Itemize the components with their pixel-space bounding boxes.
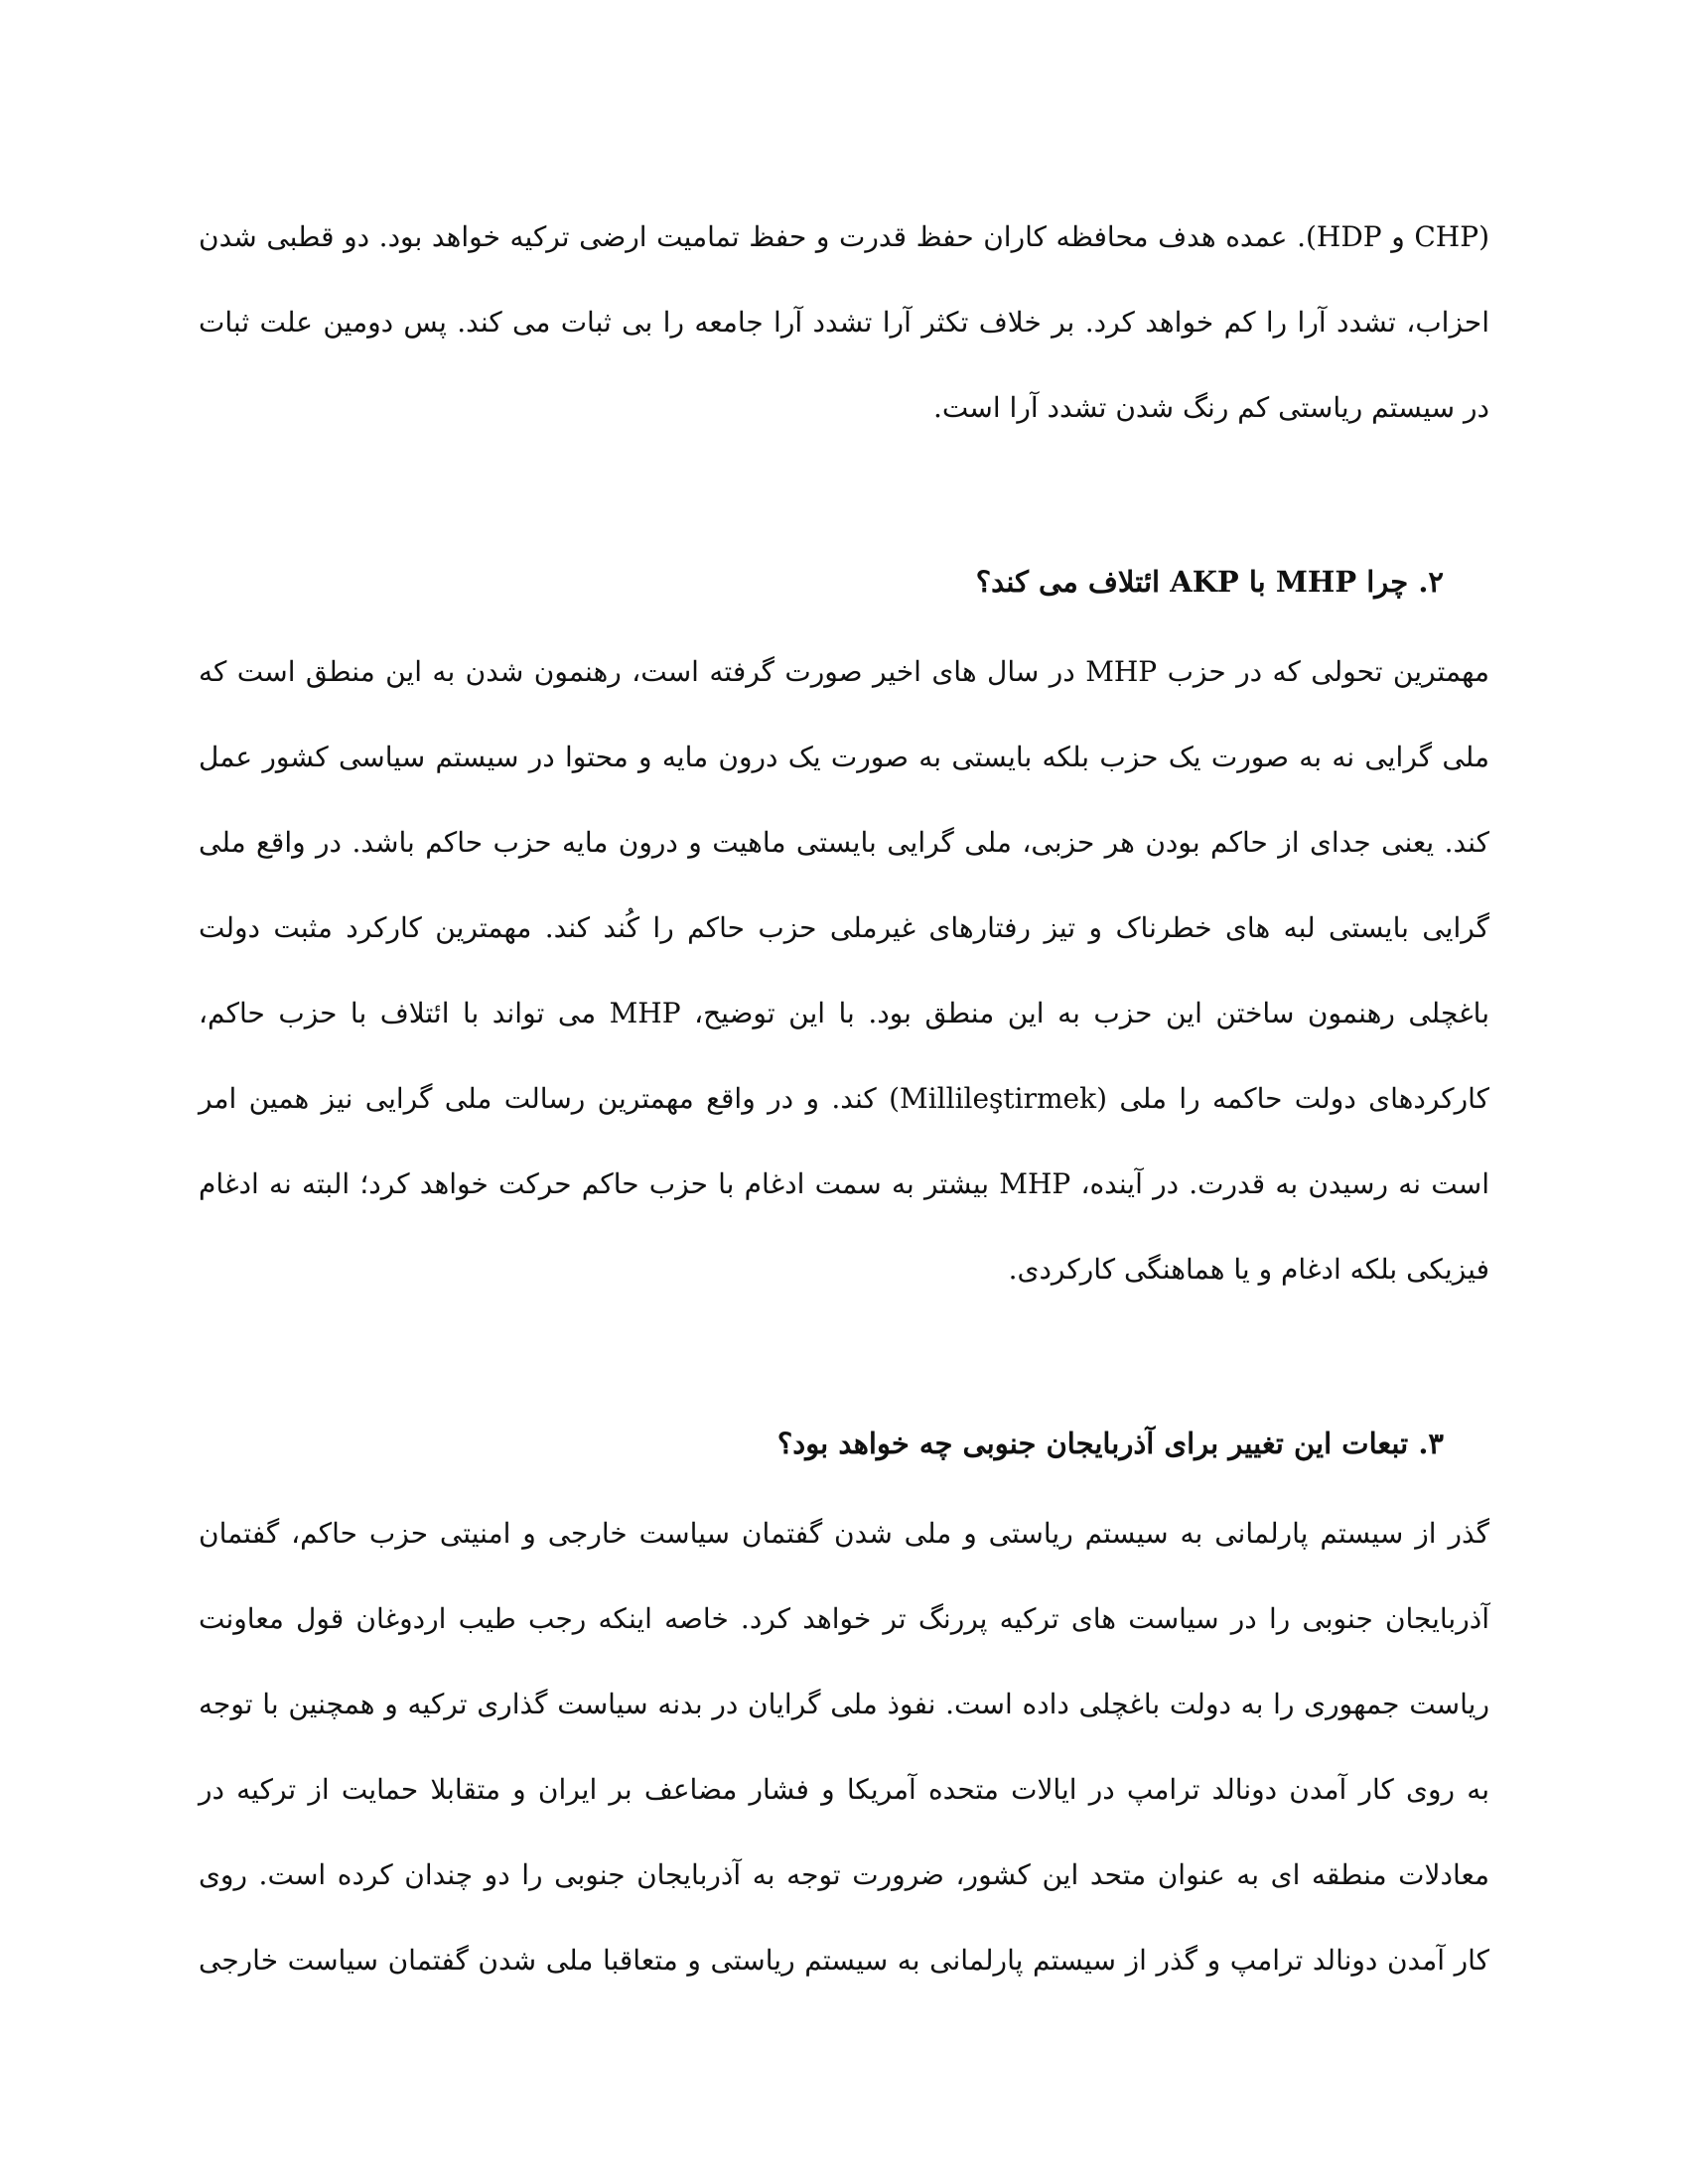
- paragraph-line: کار آمدن دونالد ترامپ و گذر از سیستم پارلمانی به سیستم ریاستی و متعاقبا ملی شدن گفتمان سیاست خارجی: [199, 1944, 1489, 1977]
- paragraph-line: آذربایجان جنوبی را در سیاست های ترکیه پررنگ تر خواهد کرد. خاصه اینکه رجب طیب اردوغان قول معاونت: [199, 1602, 1489, 1635]
- paragraph-line: ریاست جمهوری را به دولت باغچلی داده است. نفوذ ملی گرایان در بدنه سیاست گذاری ترکیه و همچنین با توجه: [199, 1688, 1489, 1720]
- paragraph-line: مهمترین تحولی که در حزب MHP در سال های اخیر صورت گرفته است، رهنمون شدن به این منطق است که: [199, 655, 1490, 688]
- section-heading-2: ۲. چرا MHP با AKP ائتلاف می کند؟: [975, 565, 1444, 599]
- section-gap: [199, 1312, 1489, 1396]
- paragraph-line: احزاب، تشدد آرا را کم خواهد کرد. بر خلاف تکثر آرا تشدد آرا جامعه را بی ثبات می کند. پس دومین علت ثبات: [199, 306, 1489, 339]
- paragraph-line: کند. یعنی جدای از حاکم بودن هر حزبی، ملی گرایی بایستی ماهیت و درون مایه حزب حاکم باشد. در واقع ملی: [199, 826, 1489, 859]
- paragraph-line: فیزیکی بلکه ادغام و یا هماهنگی کارکردی.: [1008, 1253, 1489, 1286]
- section-heading-3: ۳. تبعات این تغییر برای آذربایجان جنوبی چه خواهد بود؟: [776, 1427, 1444, 1460]
- paragraph-2: [199, 629, 1489, 1312]
- paragraph-line: ملی گرایی نه به صورت یک حزب بلکه بایستی به صورت یک درون مایه و محتوا در سیستم سیاسی کشور عمل: [199, 741, 1489, 773]
- paragraph-line: گذر از سیستم پارلمانی به سیستم ریاستی و ملی شدن گفتمان سیاست خارجی و امنیتی حزب حاکم، گفتمان: [199, 1517, 1489, 1550]
- section-gap: [199, 451, 1489, 534]
- paragraph-line: (CHP و HDP). عمده هدف محافظه کاران حفظ قدرت و حفظ تمامیت ارضی ترکیه خواهد بود. دو قطبی شدن: [199, 220, 1489, 253]
- paragraph-line: باغچلی رهنمون ساختن این حزب به این منطق بود. با این توضیح، MHP می تواند با ائتلاف با حزب حاکم،: [199, 997, 1489, 1029]
- paragraph-line: کارکردهای دولت حاکمه را ملی (Millileştirmek) کند. و در واقع مهمترین رسالت ملی گرایی نیز همین امر: [199, 1082, 1490, 1115]
- paragraph-3: [199, 1491, 1489, 2003]
- paragraph-line: معادلات منطقه ای به عنوان متحد این کشور، ضرورت توجه به آذربایجان جنوبی را دو چندان کرده است. روی: [199, 1858, 1489, 1891]
- paragraph-1: [199, 195, 1489, 451]
- document-page: [199, 195, 1489, 2003]
- paragraph-line: در سیستم ریاستی کم رنگ شدن تشدد آرا است.: [933, 391, 1489, 424]
- paragraph-line: گرایی بایستی لبه های خطرناک و تیز رفتارهای غیرملی حزب حاکم را کُند کند. مهمترین کارکرد مثبت دولت: [199, 911, 1489, 944]
- paragraph-line: است نه رسیدن به قدرت. در آینده، MHP بیشتر به سمت ادغام با حزب حاکم حرکت خواهد کرد؛ البته نه ادغام: [199, 1167, 1489, 1200]
- paragraph-line: به روی کار آمدن دونالد ترامپ در ایالات متحده آمریکا و فشار مضاعف بر ایران و متقابلا حمایت از ترکیه در: [199, 1773, 1489, 1806]
